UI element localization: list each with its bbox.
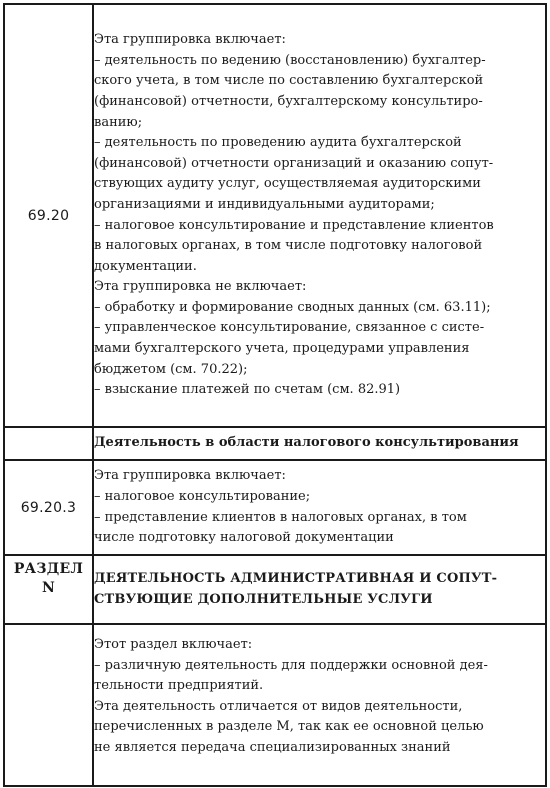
- description-cell: [93, 624, 546, 786]
- description-cell: [93, 4, 546, 427]
- text-line: ского учета, в том числе по составлению бухгалтерской: [94, 73, 484, 89]
- text-line: – представление клиентов в налоговых органах, в том: [94, 509, 467, 525]
- text-line: числе подготовку налоговой документации: [94, 530, 394, 546]
- text-line: – налоговое консультирование и представление клиентов: [94, 217, 494, 233]
- section-title: [93, 555, 546, 624]
- text-line: – налоговое консультирование;: [94, 488, 311, 504]
- table-row: [4, 624, 546, 786]
- text-line: – взыскание платежей по счетам (см. 82.91): [94, 382, 401, 398]
- text-line: Эта деятельность отличается от видов деятельности,: [94, 698, 463, 714]
- code-cell: 69.20: [4, 4, 93, 427]
- table-row: [4, 427, 546, 460]
- text-line: мами бухгалтерского учета, процедурами управления: [94, 341, 470, 357]
- text-line: – различную деятельность для поддержки основной дея-: [94, 657, 488, 673]
- text-line: Эта группировка включает:: [94, 32, 286, 48]
- text-line: – управленческое консультирование, связанное с систе-: [94, 320, 485, 336]
- text-line: (финансовой) отчетности организаций и оказанию сопут-: [94, 155, 494, 171]
- text-line: перечисленных в разделе M, так как ее основной целью: [94, 719, 484, 735]
- text-line: в налоговых органах, в том числе подготовку налоговой: [94, 238, 483, 254]
- section-code-cell: [4, 555, 93, 624]
- table-row: [4, 4, 546, 427]
- classification-table: [3, 3, 547, 787]
- description-cell: [93, 460, 546, 555]
- text-line: документации.: [94, 258, 197, 274]
- text-line: СТВУЮЩИЕ ДОПОЛНИТЕЛЬНЫЕ УСЛУГИ: [94, 591, 433, 607]
- section-label: РАЗДЕЛ: [13, 561, 84, 577]
- text-line: – обработку и формирование сводных данных (см. 63.11);: [94, 299, 491, 315]
- code-cell: [4, 427, 93, 460]
- text-line: Этот раздел включает:: [94, 637, 253, 652]
- table-row: [4, 555, 546, 624]
- section-letter: N: [41, 580, 56, 596]
- text-line: ДЕЯТЕЛЬНОСТЬ АДМИНИСТРАТИВНАЯ И СОПУТ-: [94, 570, 498, 586]
- table-row: [4, 460, 546, 555]
- text-line: бюджетом (см. 70.22);: [94, 361, 248, 377]
- code-cell: 69.20.3: [4, 460, 93, 555]
- text-line: (финансовой) отчетности, бухгалтерскому консультиро-: [94, 93, 483, 109]
- text-line: – деятельность по проведению аудита бухгалтерской: [94, 135, 462, 151]
- text-line: не является передача специализированных знаний: [94, 739, 451, 755]
- text-line: организациями и индивидуальными аудиторами;: [94, 196, 435, 212]
- text-line: – деятельность по ведению (восстановлению) бухгалтер-: [94, 52, 486, 68]
- text-line: Эта группировка не включает:: [94, 279, 307, 295]
- text-line: Эта группировка включает:: [94, 468, 286, 484]
- group-heading: Деятельность в области налогового консультирования: [93, 427, 546, 460]
- text-line: ванию;: [94, 114, 143, 130]
- code-cell: [4, 624, 93, 786]
- text-line: ствующих аудиту услуг, осуществляемая аудиторскими: [94, 176, 481, 192]
- text-line: тельности предприятий.: [94, 678, 264, 694]
